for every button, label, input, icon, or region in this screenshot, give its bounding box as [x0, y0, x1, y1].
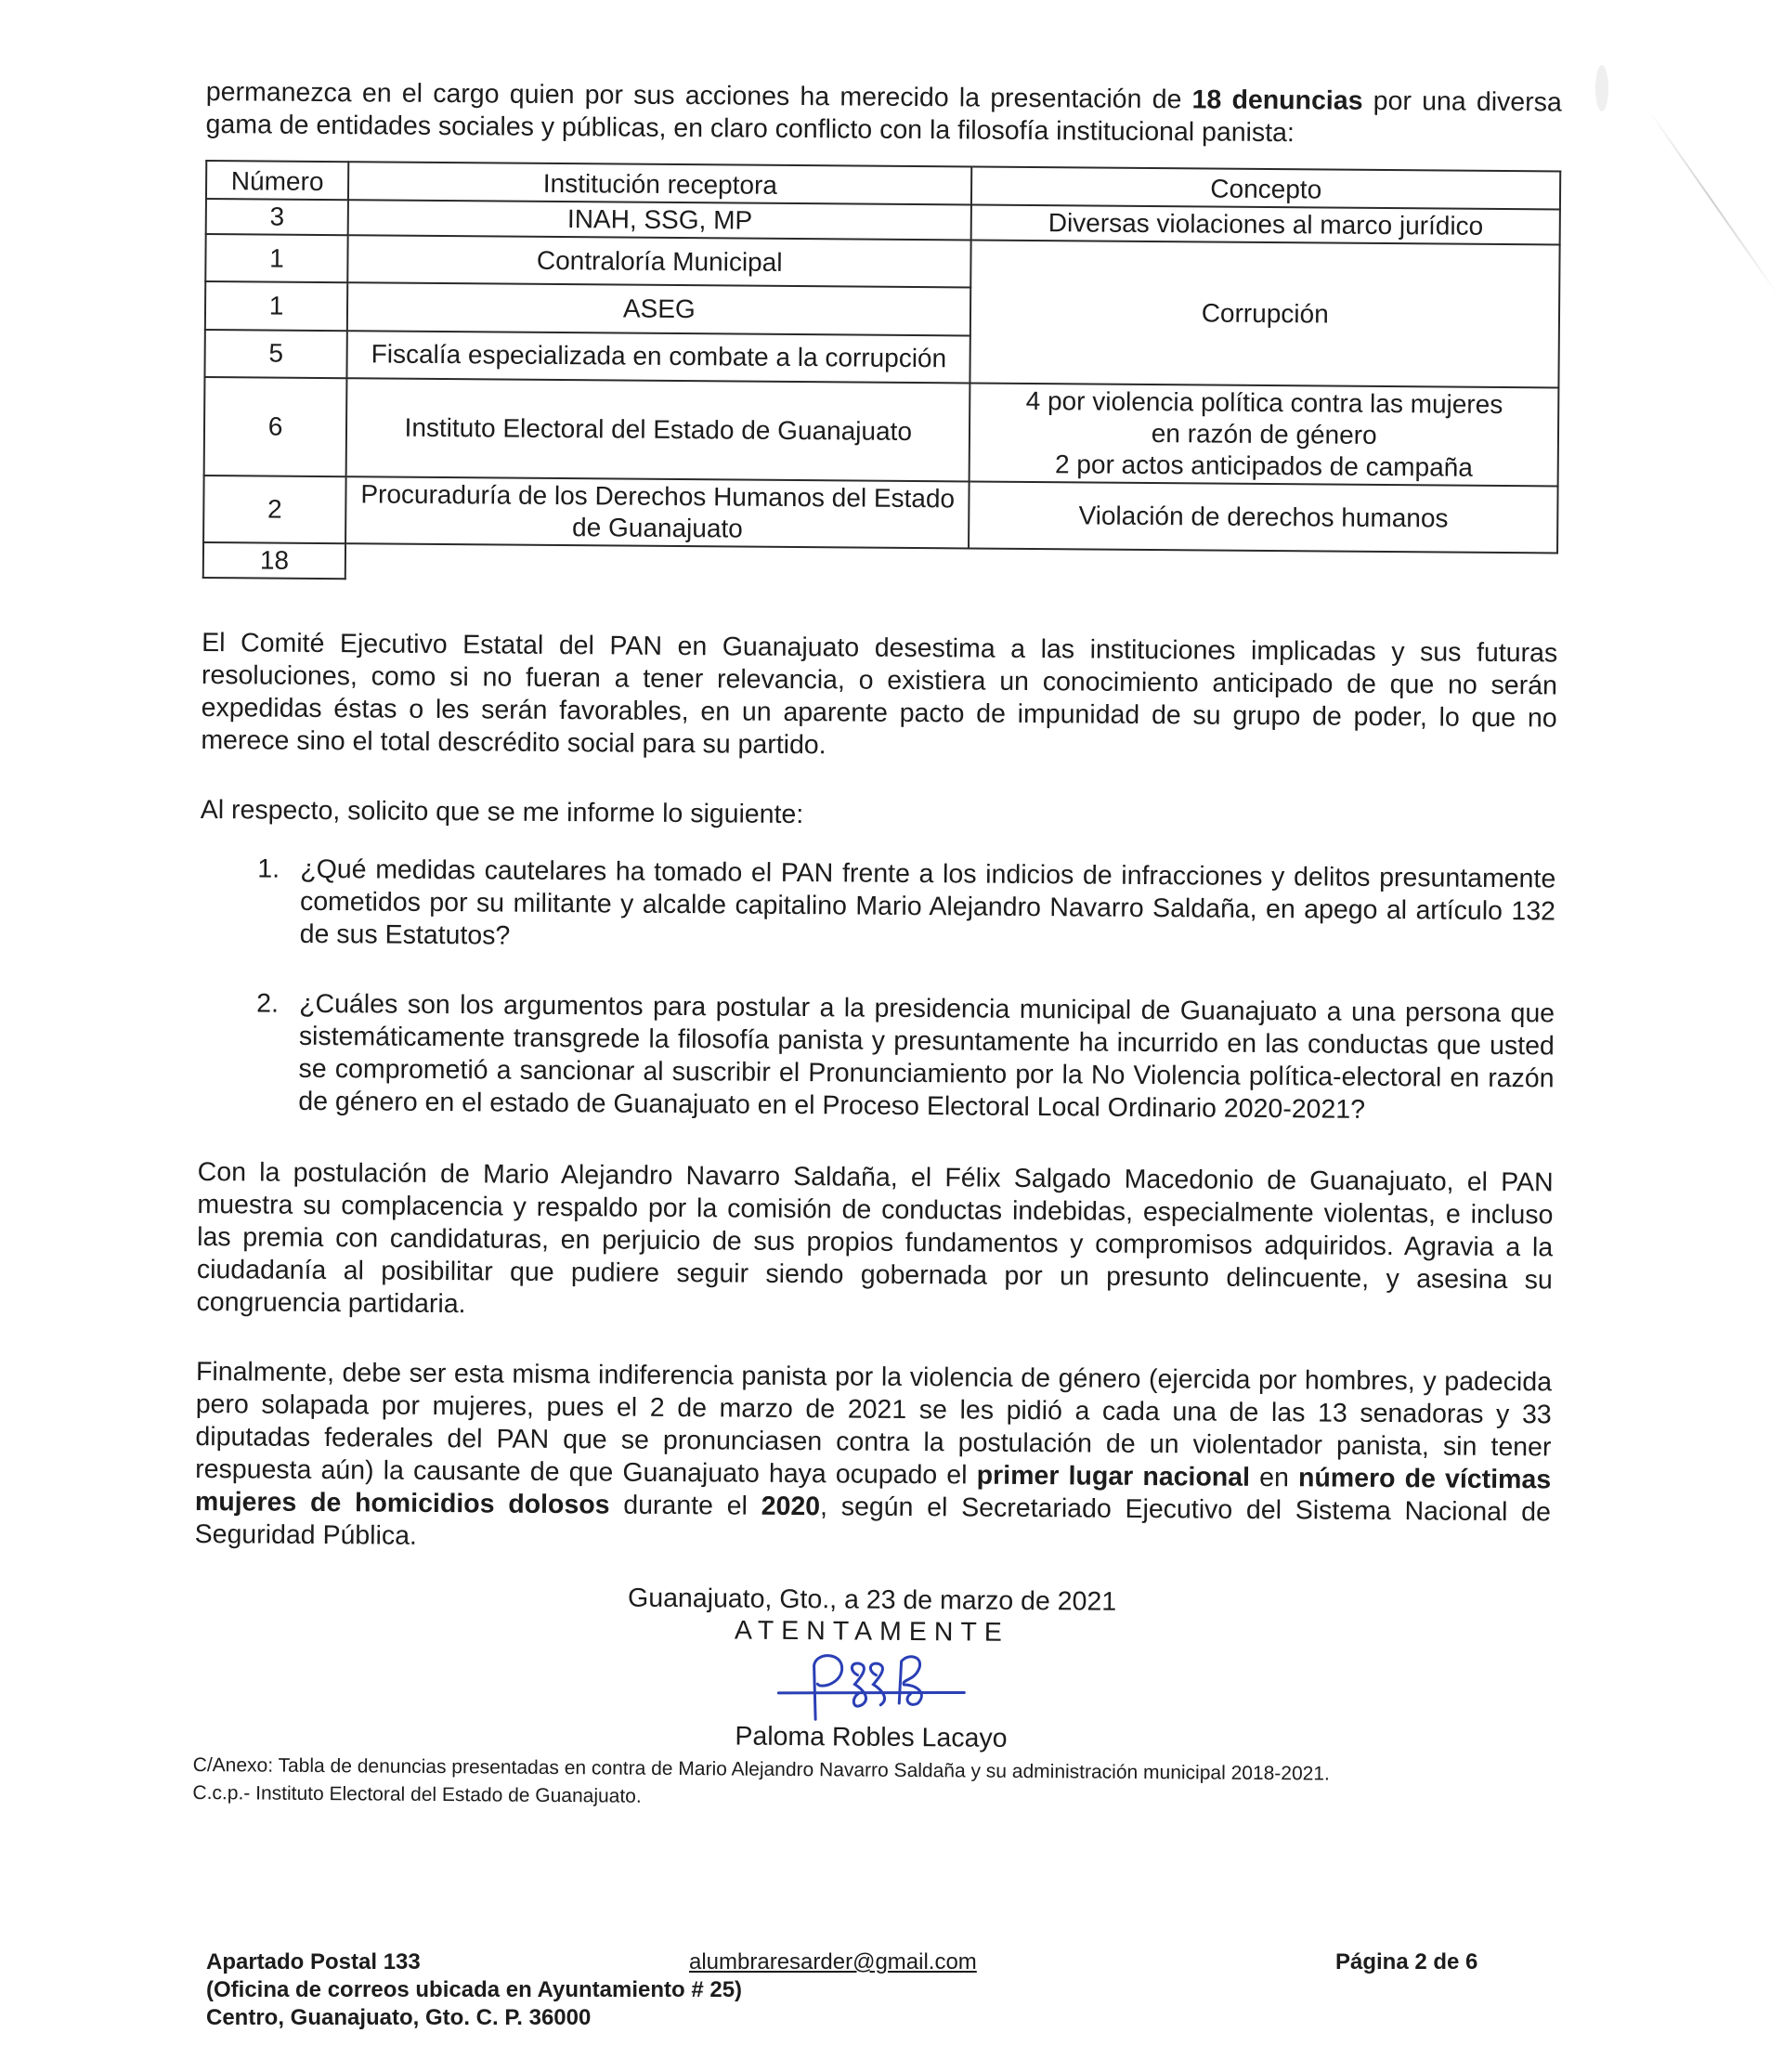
question-item — [200, 853, 1556, 960]
concepto-line: en razón de género — [1151, 419, 1377, 450]
empty-cell — [345, 543, 970, 583]
ccp-note: C.c.p.- Instituto Electoral del Estado de Guanajuato. — [192, 1781, 642, 1807]
comite-paragraph: El Comité Ejecutivo Estatal del PAN en Guanajuato desestima a las instituciones implicadas y sus futuras resoluciones, como si no fueran a tener relevancia, o existiera un conocimiento anticipado de que no serán expedidas éstas o les serán favorables, en un aparente pacto de impunidad de su grupo de poder, lo que no merece sino el total descrédito social para su partido. — [201, 627, 1558, 761]
address-line: (Oficina de correos ubicada en Ayuntamiento # 25) — [206, 1977, 743, 2002]
page-footer — [206, 1948, 1506, 2032]
cell-numero: 6 — [204, 377, 347, 476]
cell-total: 18 — [203, 542, 345, 579]
table-row — [204, 377, 1559, 486]
final-text: Finalmente, debe ser esta misma indiferencia panista por la violencia de género (ejercida por hombres, y padecida pero solapada por mujeres, pues el 2 de marzo de 2021 se les pidió a cada una de las 13 senadoras y 33 diputadas federales del PAN que se pronunciasen contra la postulación de un violentador panista, sin tener respuesta aún) la causante de que Guanajuato haya ocupado el — [195, 1356, 1553, 1491]
questions-list — [198, 853, 1555, 1127]
final-text: en — [1249, 1462, 1299, 1493]
signature-icon — [769, 1647, 974, 1723]
question-text: ¿Qué medidas cautelares ha tomado el PAN frente a los indicios de infracciones y delitos presuntamente cometidos por su militante y alcalde capitalino Mario Alejandro Navarro Saldaña, en apego al artículo 132 de sus Estatutos? — [299, 854, 1556, 951]
postulacion-paragraph: Con la postulación de Mario Alejandro Navarro Saldaña, el Félix Salgado Macedonio de Guanajuato, el PAN muestra su complacencia y respaldo por la comisión de conductas indebidas, especialmente violentas, e incluso las premia con candidaturas, en perjuicio de sus propios fundamentos y compromisos adquiridos. Agravia a la ciudadanía al posibilitar que pudiere seguir siendo gobernada por un presunto delincuente, y asesina su congruencia partidaria. — [196, 1156, 1554, 1320]
question-number: 1. — [257, 854, 280, 884]
cell-institucion: Instituto Electoral del Estado de Guanajuato — [346, 378, 970, 481]
final-bold: 2020 — [761, 1491, 821, 1522]
paper-smudge — [1595, 65, 1608, 111]
cell-concepto: Violación de derechos humanos — [969, 481, 1557, 553]
final-bold: primer lugar nacional — [976, 1460, 1251, 1492]
cell-concepto — [970, 383, 1558, 486]
header-numero: Número — [206, 161, 348, 200]
cell-numero: 1 — [205, 281, 348, 331]
cell-numero: 3 — [206, 199, 348, 235]
final-paragraph — [195, 1356, 1553, 1561]
intro-text-end: por una diversa gama de entidades sociales y públicas, en claro conflicto con la filosofía institucional panista: — [205, 85, 1562, 149]
address-line: Centro, Guanajuato, Gto. C. P. 36000 — [206, 2005, 592, 2030]
closing-block — [193, 1579, 1550, 1758]
question-item — [198, 987, 1555, 1127]
final-text: durante el — [609, 1490, 761, 1521]
solicito-paragraph: Al respecto, solicito que se me informe lo siguiente: — [200, 794, 804, 830]
intro-bold-count: 18 denuncias — [1191, 85, 1363, 116]
cell-numero: 2 — [203, 476, 346, 543]
paper-edge-mark — [1648, 111, 1777, 294]
cell-numero: 5 — [204, 330, 347, 379]
cell-numero: 1 — [205, 234, 348, 283]
table-row — [203, 476, 1558, 553]
final-bold: número de víctimas mujeres de homicidios dolosos — [194, 1463, 1552, 1520]
cell-concepto: Diversas violaciones al marco jurídico — [971, 204, 1560, 244]
cell-institucion: Fiscalía especializada en combate a la corrupción — [347, 331, 971, 384]
concepto-line: 2 por actos anticipados de campaña — [1054, 450, 1473, 482]
header-concepto: Concepto — [971, 166, 1560, 209]
cell-concepto: Corrupción — [970, 240, 1560, 387]
place-date: Guanajuato, Gto., a 23 de marzo de 2021 — [628, 1583, 1117, 1617]
salutation: ATENTAMENTE — [734, 1615, 1009, 1648]
header-institucion: Institución receptora — [348, 162, 972, 204]
signer-name: Paloma Robles Lacayo — [735, 1721, 1008, 1753]
final-text: , según el Secretariado Ejecutivo del Sistema Nacional de Seguridad Pública. — [194, 1492, 1552, 1551]
address-line: Apartado Postal 133 — [206, 1949, 421, 1974]
document-body — [192, 76, 1562, 1818]
intro-text: permanezca en el cargo quien por sus acciones ha merecido la presentación de — [205, 76, 1192, 115]
page-number: Página 2 de 6 — [1335, 1949, 1478, 1974]
cell-institucion: Contraloría Municipal — [347, 235, 971, 288]
empty-cell — [969, 548, 1557, 588]
intro-paragraph — [205, 76, 1562, 151]
concepto-line: 4 por violencia política contra las mujeres — [1025, 385, 1503, 419]
denuncias-table — [202, 160, 1561, 589]
annex-note: C/Anexo: Tabla de denuncias presentadas en contra de Mario Alejandro Navarro Saldaña y su administración municipal 2018-2021. — [192, 1753, 1330, 1785]
cell-institucion: ASEG — [347, 283, 971, 336]
cell-institucion: Procuraduría de los Derechos Humanos del Estado de Guanajuato — [345, 476, 970, 548]
question-number: 2. — [256, 988, 280, 1019]
email-link[interactable]: alumbraresarder@gmail.com — [689, 1949, 977, 1974]
question-text: ¿Cuáles son los argumentos para postular a la presidencia municipal de Guanajuato a una persona que sistemáticamente transgrede la filosofía panista y presuntamente ha incurrido en las conductas que usted se comprometió a sancionar al suscribir el Pronunciamiento por la No Violencia política-electoral en razón de género en el estado de Guanajuato en el Proceso Electoral Local Ordinario 2020-2021? — [298, 988, 1555, 1125]
cell-institucion: INAH, SSG, MP — [348, 200, 972, 240]
